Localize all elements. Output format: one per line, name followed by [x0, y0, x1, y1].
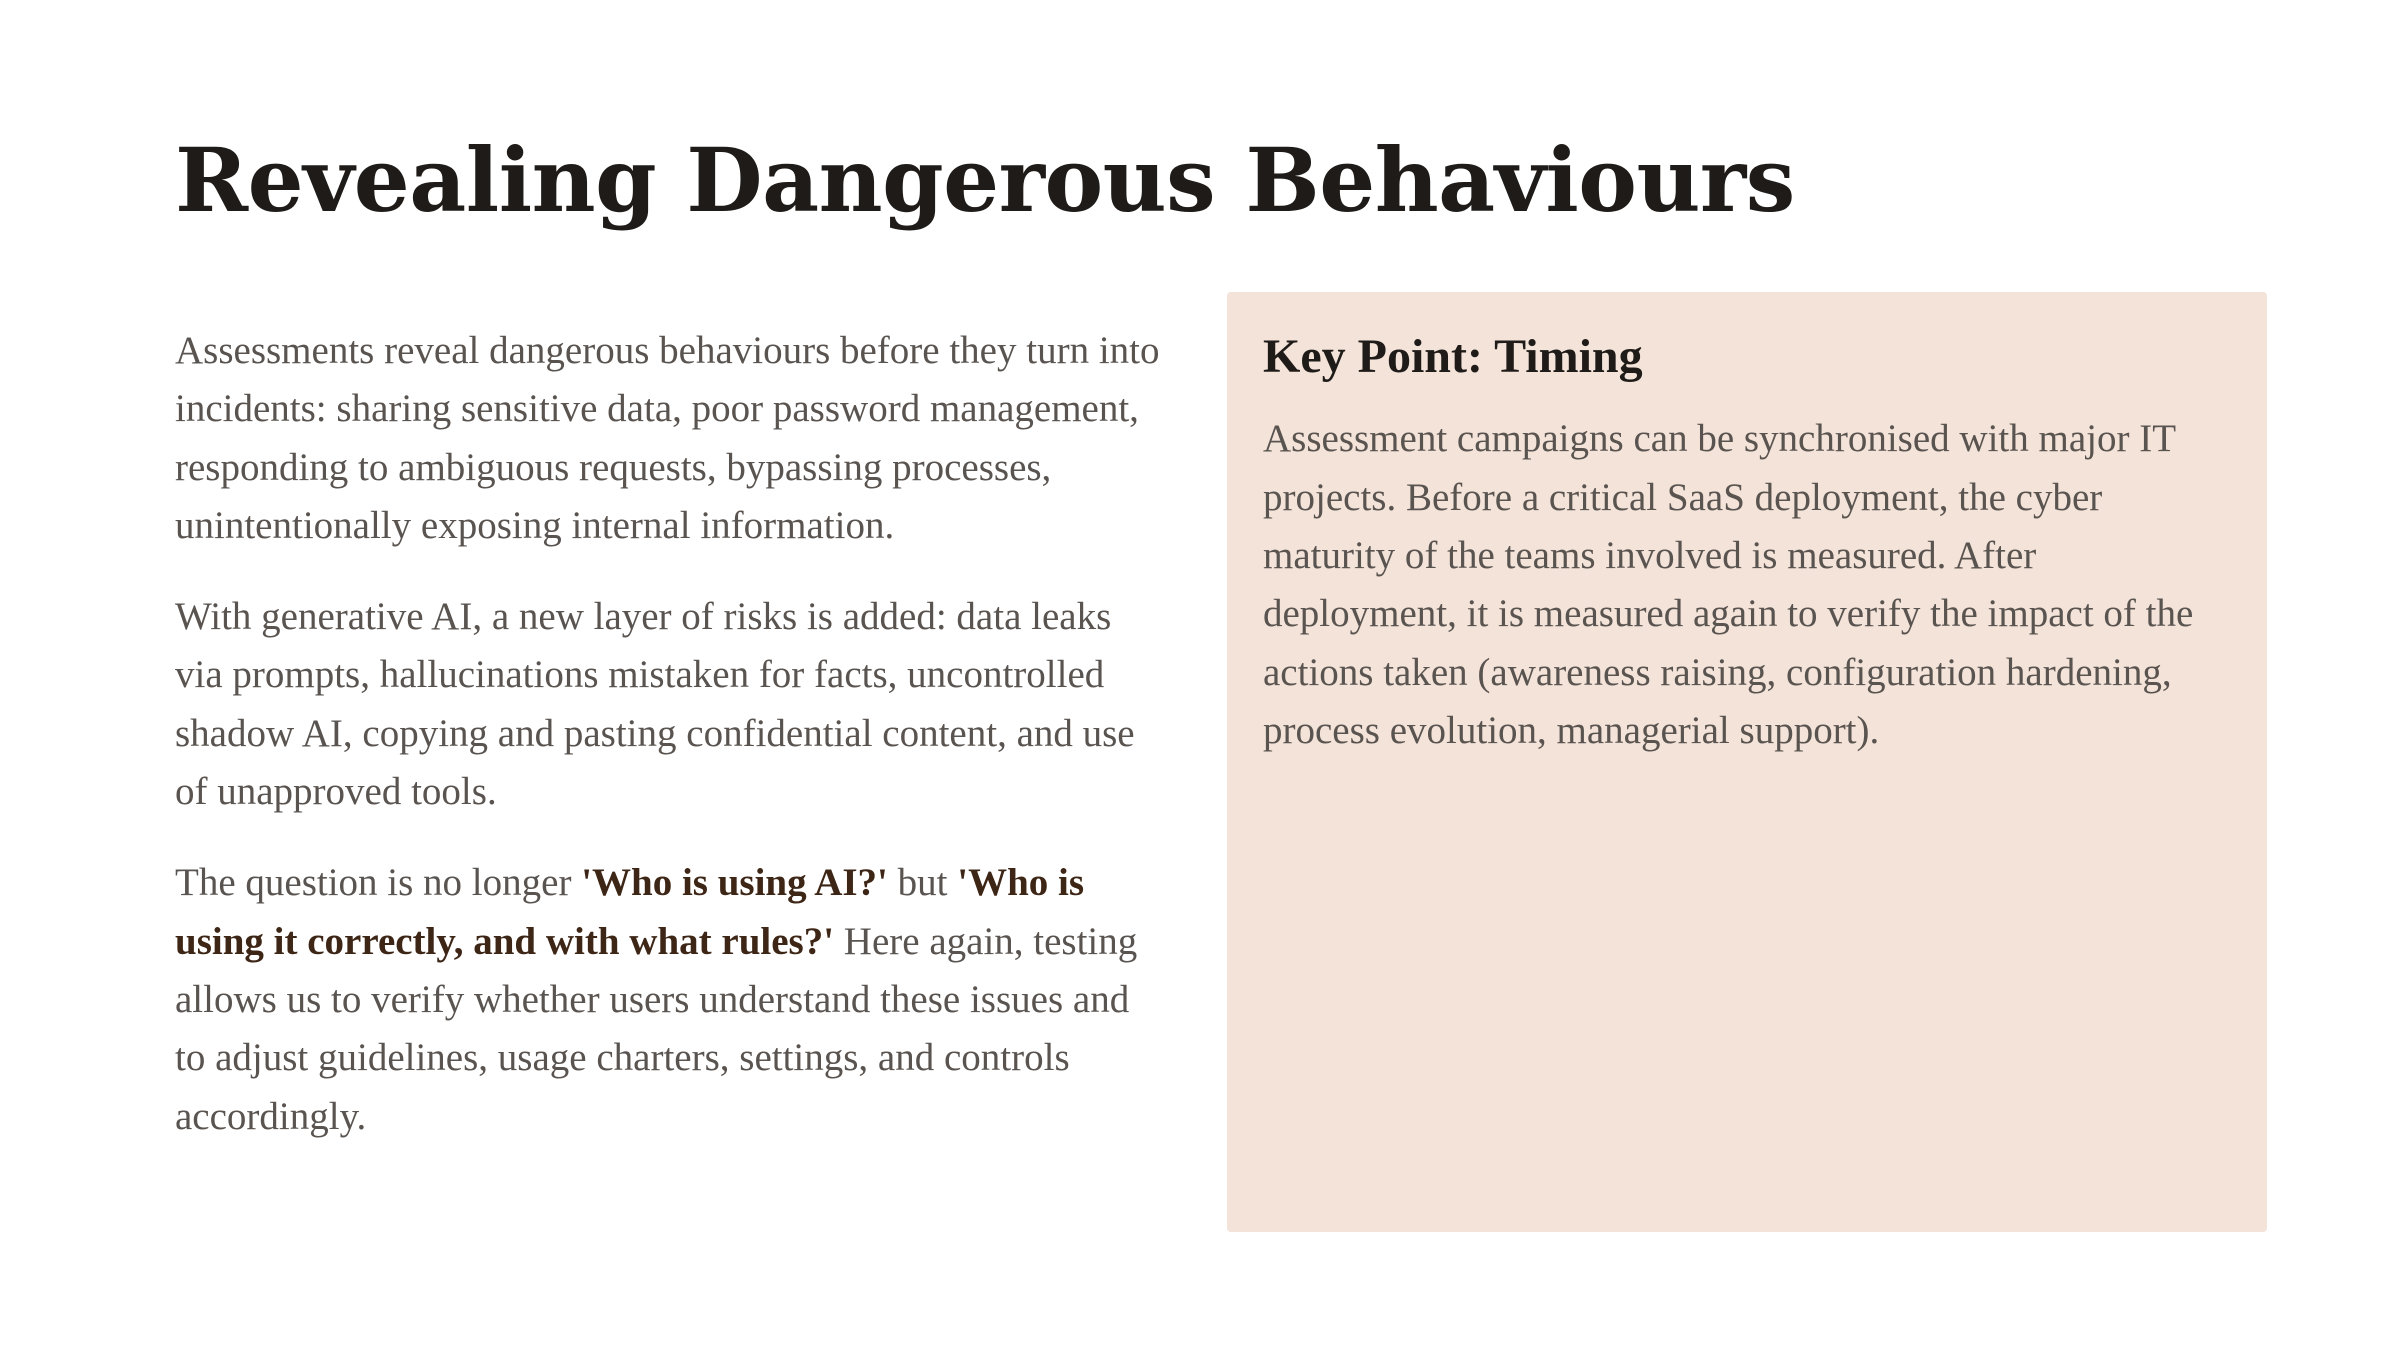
- question-text-1: The question is no longer: [175, 861, 582, 905]
- left-column: [175, 322, 1165, 1179]
- question-emphasis-1: 'Who is using AI?': [581, 861, 888, 905]
- key-point-title: Key Point: Timing: [1263, 330, 1643, 383]
- question-emphasis-2: 'Who is using it correctly, and with what rules?': [175, 861, 1085, 963]
- paragraph-behaviours: Assessments reveal dangerous behaviours before they turn into incidents: sharing sensitive data, poor password management, responding to ambiguous requests, bypassing processes, unintentionally exposing internal information.: [175, 329, 1160, 547]
- key-point-box: [1227, 292, 2267, 1232]
- paragraph-question: [175, 854, 1165, 1145]
- page-title: Revealing Dangerous Behaviours: [175, 128, 1795, 232]
- key-point-body: Assessment campaigns can be synchronised with major IT projects. Before a critical SaaS deployment, the cyber maturity of the teams involved is measured. After deployment, it is measured again to verify the impact of the actions taken (awareness raising, configuration hardening, process evolution, managerial support).: [1263, 417, 2194, 752]
- paragraph-generative-ai: With generative AI, a new layer of risks is added: data leaks via prompts, hallucinations mistaken for facts, uncontrolled shadow AI, copying and pasting confidential content, and use of unapproved tools.: [175, 595, 1135, 814]
- question-text-3: Here again, testing allows us to verify whether users understand these issues and to adjust guidelines, usage charters, settings, and controls accordingly.: [175, 919, 1138, 1138]
- question-text-2: but: [887, 861, 958, 905]
